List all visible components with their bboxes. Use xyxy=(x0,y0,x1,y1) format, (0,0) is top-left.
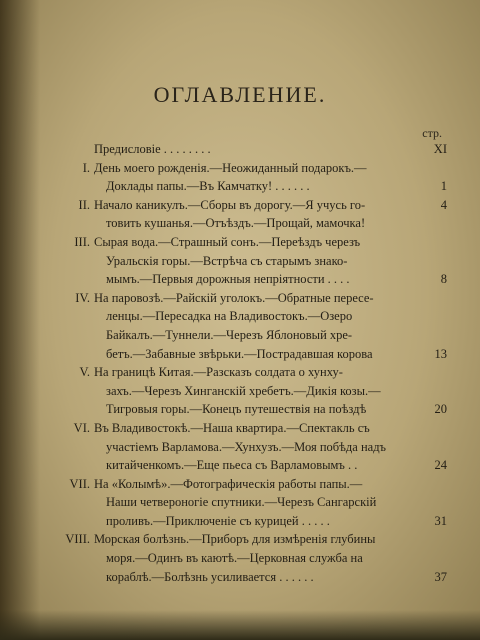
toc-line: На «Колымѣ».—Фотографическія работы папы.— xyxy=(94,476,363,491)
toc-entry-preface xyxy=(62,140,447,159)
toc-line: Сырая вода.—Страшный сонъ.—Переѣздъ черезъ xyxy=(94,234,361,249)
toc-page-number: 1 xyxy=(440,179,447,194)
chapter-number: VIII. xyxy=(65,532,90,547)
chapter-number: III. xyxy=(74,234,90,249)
toc-entry-6 xyxy=(62,419,447,475)
toc-line: мымъ.—Первыя дорожныя непріятности . . . . xyxy=(106,272,350,287)
chapter-number: I. xyxy=(82,160,90,175)
toc-page-number: 20 xyxy=(434,402,447,417)
toc-entry-3 xyxy=(62,233,447,289)
toc-line: Предисловіе . . . . . . . . xyxy=(94,142,211,156)
toc-entry-8 xyxy=(62,530,447,586)
table-of-contents xyxy=(62,140,447,586)
toc-line: захъ.—Черезъ Хинганскій хребетъ.—Дикія козы.— xyxy=(106,383,381,398)
toc-entry-4 xyxy=(62,289,447,363)
toc-line: Тигровыя горы.—Конецъ путешествія на поѣздѣ xyxy=(106,402,367,417)
toc-line: товить кушанья.—Отъѣздъ.—Прощай, мамочка! xyxy=(106,216,366,231)
toc-line: На границѣ Китая.—Разсказъ солдата о хунху- xyxy=(94,365,343,380)
table-edge xyxy=(0,610,480,640)
page-column-label: стр. xyxy=(422,126,442,140)
chapter-number: VI. xyxy=(73,420,90,435)
toc-entry-7 xyxy=(62,475,447,531)
chapter-number: V. xyxy=(79,365,90,380)
toc-entry-1 xyxy=(62,159,447,196)
toc-page-number: 13 xyxy=(434,346,447,361)
chapter-number: VII. xyxy=(69,476,90,491)
toc-line: бетъ.—Забавные звѣрьки.—Пострадавшая корова xyxy=(106,346,373,361)
toc-line: На паровозѣ.—Райскій уголокъ.—Обратные пересе- xyxy=(94,290,374,305)
toc-line: кораблѣ.—Болѣзнь усиливается . . . . . . xyxy=(106,569,314,584)
toc-page-number: XI xyxy=(433,142,447,156)
toc-page-number: 31 xyxy=(434,513,447,528)
toc-line: Въ Владивостокѣ.—Наша квартира.—Спектакль съ xyxy=(94,420,370,435)
toc-line: Доклады папы.—Въ Камчатку! . . . . . . xyxy=(106,179,310,194)
page-title: ОГЛАВЛЕНИЕ. xyxy=(153,82,327,107)
toc-line: Наши четвероногіе спутники.—Черезъ Сангарскій xyxy=(106,495,377,510)
toc-page-number: 8 xyxy=(440,272,447,287)
toc-line: ленцы.—Пересадка на Владивостокъ.—Озеро xyxy=(106,309,353,324)
toc-line: Байкалъ.—Туннели.—Черезъ Яблоновый хре- xyxy=(106,327,353,342)
toc-entry-5 xyxy=(62,363,447,419)
toc-page-number: 24 xyxy=(434,458,447,473)
chapter-number: IV. xyxy=(75,290,90,305)
toc-line: участіемъ Варламова.—Хунхузъ.—Моя побѣда надъ xyxy=(106,439,387,454)
chapter-number: II. xyxy=(78,197,90,212)
toc-line: проливъ.—Приключеніе съ курицей . . . . . xyxy=(106,513,330,528)
toc-line: китайченкомъ.—Еще пьеса съ Варламовымъ . . xyxy=(106,458,358,473)
toc-line: моря.—Одинъ въ каютѣ.—Церковная служба на xyxy=(106,551,363,566)
toc-page-number: 37 xyxy=(434,569,447,584)
toc-line: Морская болѣзнь.—Приборъ для измѣренія глубины xyxy=(94,532,376,547)
toc-line: Начало каникулъ.—Сборы въ дорогу.—Я учусь го- xyxy=(94,197,366,212)
toc-line: День моего рожденія.—Неожиданный подарокъ.— xyxy=(94,160,367,175)
toc-entry-2 xyxy=(62,196,447,233)
toc-page-number: 4 xyxy=(440,197,447,212)
toc-line: Уральскія горы.—Встрѣча съ старымъ знако- xyxy=(106,253,348,268)
